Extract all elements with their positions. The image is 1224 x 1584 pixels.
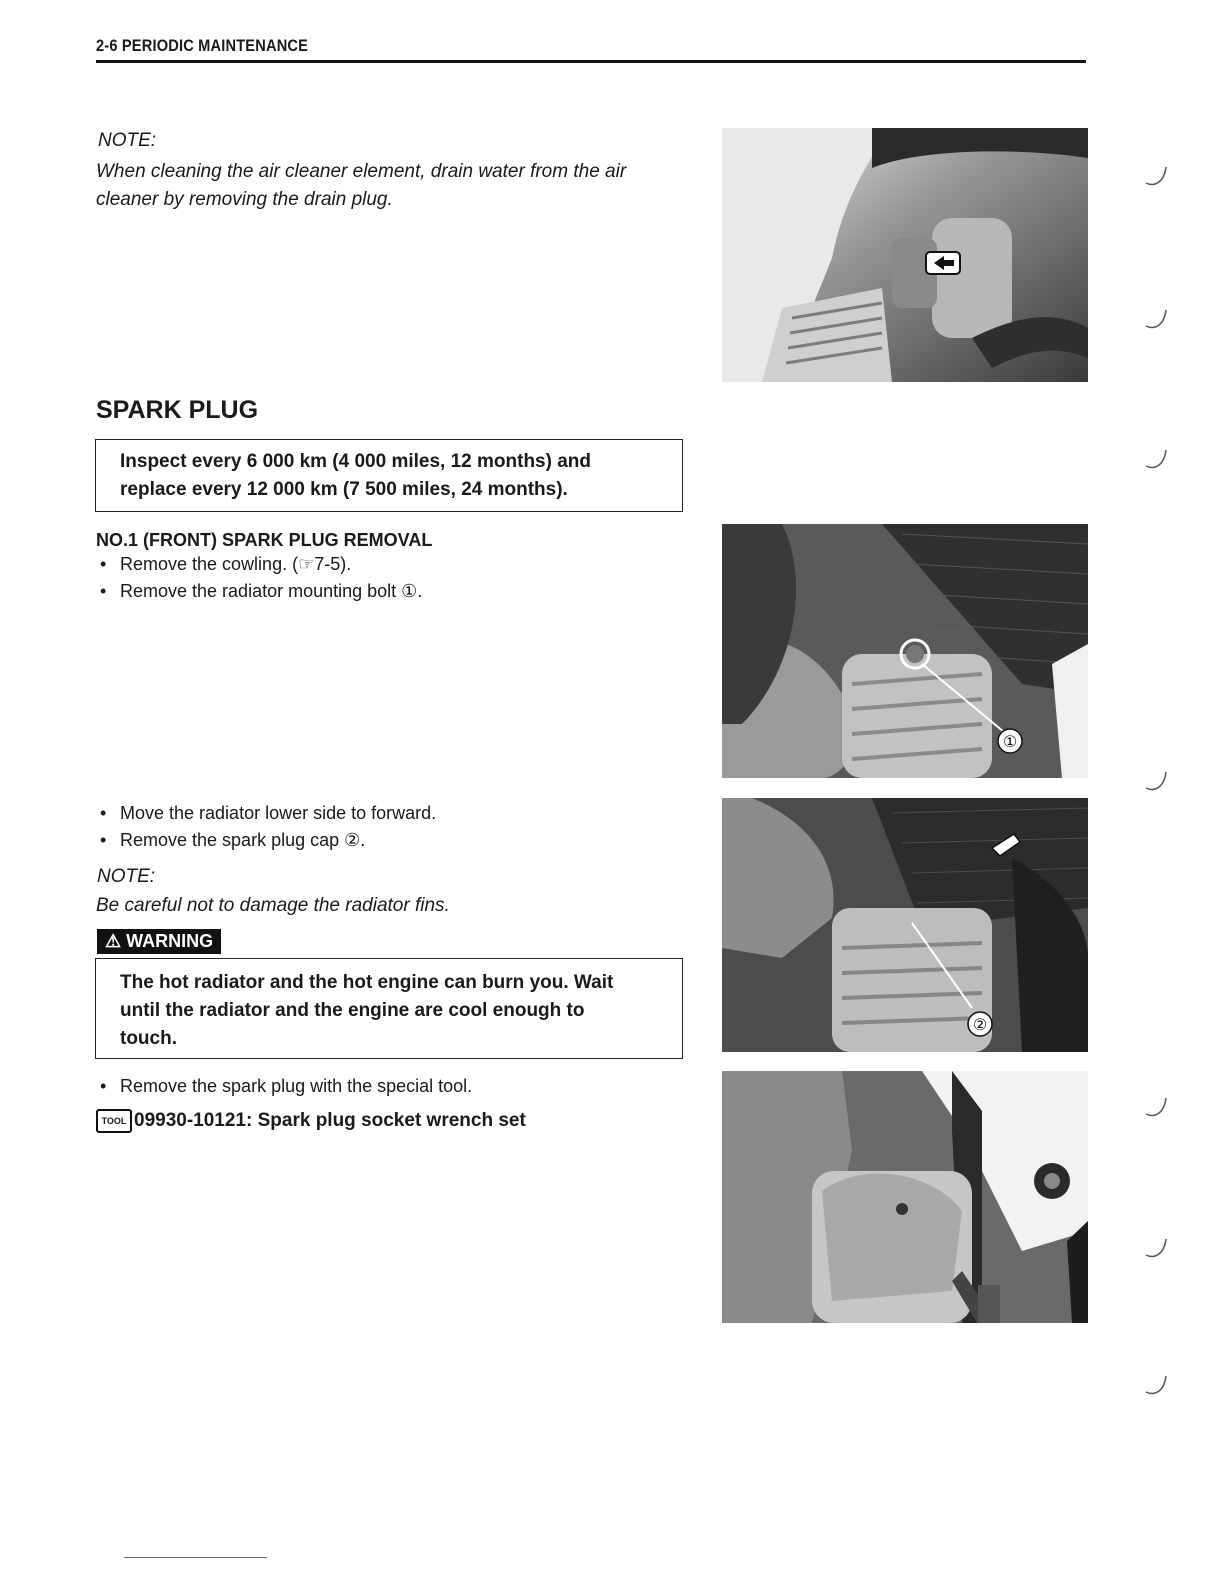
margin-tick-icon <box>1144 1235 1170 1261</box>
photo-radiator-bolt <box>722 524 1088 778</box>
warning-box <box>95 958 683 1059</box>
warning-line: until the radiator and the engine are cool enough to <box>120 1000 585 1021</box>
air-cleaner-illustration <box>722 128 1088 382</box>
margin-tick-icon <box>1144 163 1170 189</box>
header-rule <box>96 60 1086 63</box>
step-remove-plug: • Remove the spark plug with the special tool. <box>96 1073 472 1100</box>
step-remove-cowling: • Remove the cowling. (☞7-5). <box>96 551 351 578</box>
socket-wrench-illustration <box>722 1071 1088 1323</box>
inspection-interval-box <box>95 439 683 512</box>
callout-1: ① <box>1002 732 1018 751</box>
tool-name: : Spark plug socket wrench set <box>246 1110 526 1132</box>
warning-badge: ⚠ WARNING <box>97 929 221 954</box>
footer-rule <box>124 1557 267 1558</box>
margin-tick-icon <box>1144 446 1170 472</box>
page-title: 2-6 PERIODIC MAINTENANCE <box>96 36 309 55</box>
special-tool-line <box>96 1109 526 1133</box>
photo-plug-cap <box>722 798 1088 1052</box>
margin-tick-icon <box>1144 306 1170 332</box>
callout-2: ② <box>972 1015 988 1034</box>
removal-heading: NO.1 (FRONT) SPARK PLUG REMOVAL <box>96 530 433 550</box>
note-line: cleaner by removing the drain plug. <box>96 189 393 210</box>
note-label: NOTE: <box>97 866 156 887</box>
inspection-line: replace every 12 000 km (7 500 miles, 24 months). <box>120 479 568 500</box>
tool-icon: TOOL <box>96 1109 132 1133</box>
note-label: NOTE: <box>98 130 157 151</box>
plug-cap-illustration <box>722 798 1088 1052</box>
margin-tick-icon <box>1144 1372 1170 1398</box>
tool-part-number: 09930-10121 <box>134 1110 246 1132</box>
section-title: SPARK PLUG <box>96 396 259 424</box>
note-line: When cleaning the air cleaner element, drain water from the air <box>96 161 627 182</box>
step-remove-bolt: • Remove the radiator mounting bolt ①. <box>96 578 422 605</box>
inspection-line: Inspect every 6 000 km (4 000 miles, 12 months) and <box>120 451 592 472</box>
page-header <box>96 34 1086 64</box>
note-body: Be careful not to damage the radiator fins. <box>96 895 450 916</box>
step-move-radiator: • Move the radiator lower side to forward. <box>96 800 436 827</box>
margin-tick-icon <box>1144 1094 1170 1120</box>
step-remove-cap: • Remove the spark plug cap ②. <box>96 827 365 854</box>
radiator-bolt-illustration <box>722 524 1088 778</box>
note-body <box>96 158 706 214</box>
warning-line: The hot radiator and the hot engine can burn you. Wait <box>120 972 614 993</box>
photo-air-cleaner <box>722 128 1088 382</box>
warning-line: touch. <box>120 1028 177 1049</box>
margin-tick-icon <box>1144 768 1170 794</box>
photo-socket-wrench <box>722 1071 1088 1323</box>
